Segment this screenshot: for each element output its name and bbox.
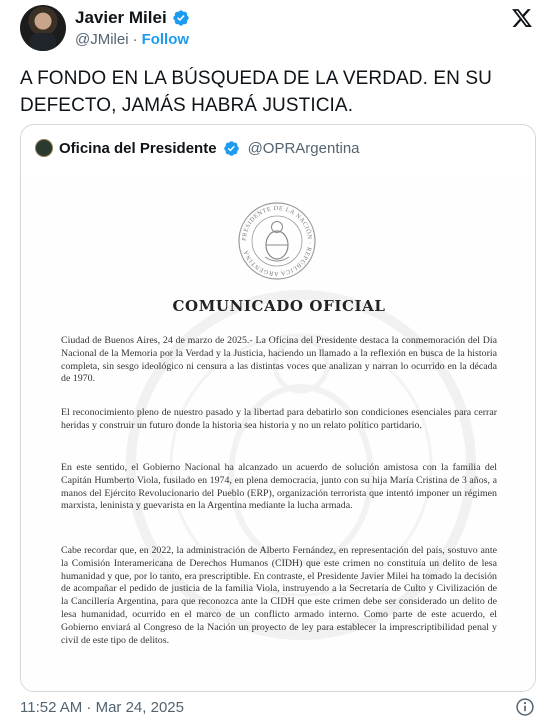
- verified-badge-icon: [223, 140, 240, 157]
- author-handle[interactable]: @JMilei: [75, 31, 129, 48]
- follow-button[interactable]: Follow: [141, 31, 190, 48]
- quoted-tweet-card[interactable]: [20, 124, 536, 692]
- tweet-header: [0, 0, 549, 58]
- document-title: COMUNICADO OFICIAL: [172, 297, 386, 315]
- author-avatar[interactable]: [20, 5, 66, 51]
- verified-badge-icon: [172, 9, 190, 27]
- info-icon[interactable]: [515, 697, 535, 717]
- document-paragraph: El reconocimiento pleno de nuestro pasado y la libertad para debatirlo son condiciones esenciales para cerrar heridas y construir un futuro donde la historia sea historia y no un relato político partidario.: [61, 407, 497, 431]
- tweet-timestamp[interactable]: 11:52 AM · Mar 24, 2025: [20, 699, 184, 716]
- presidential-seal-icon: [237, 201, 317, 281]
- quoted-author-name[interactable]: Oficina del Presidente: [59, 139, 217, 157]
- tweet-text: A FONDO EN LA BÚSQUEDA DE LA VERDAD. EN SU DEFECTO, JAMÁS HABRÁ JUSTICIA.: [20, 68, 492, 116]
- quoted-media-image[interactable]: [21, 175, 536, 692]
- document-paragraph: Cabe recordar que, en 2022, la administración de Alberto Fernández, en representación del país, sostuvo ante la Comisión Interamericana de Derechos Humanos (CIDH) que este crimen no constituía un delito de lesa humanidad y que, por lo tanto, era prescriptible. En contraste, el Presidente Javier Milei ha tomado la decisión de acompañar el pedido de justicia de la familia Viola, instruyendo a la Secretaría de Culto y Civilización de la Cancillería Argentina, para que reconozca ante la CIDH que este crimen debe ser considerado un delito de lesa humanidad, ocurrido en el marco de un conflicto armado interno. Como parte de este acuerdo, el Gobierno enviará al Congreso de la Nación un proyecto de ley para establecer la imprescriptibilidad penal y civil de este tipo de delitos.: [61, 545, 497, 646]
- author-name[interactable]: Javier Milei: [75, 8, 167, 27]
- document-paragraph: Ciudad de Buenos Aires, 24 de marzo de 2025.- La Oficina del Presidente destaca la conmemoración del Día Nacional de la Memoria por la Verdad y la Justicia, haciendo un llamado a la reflexión en busca de la historia completa, sin sesgo ideológico ni censura a las distintas voces que analizan y narran lo ocurrido en la década de 1970.: [61, 335, 497, 385]
- document-paragraph: En este sentido, el Gobierno Nacional ha alcanzado un acuerdo de solución amistosa con la familia del Capitán Humberto Viola, fusilado en 1974, en plena democracia, junto con su hija María Cristina de 3 años, a manos del Ejército Revolucionario del Pueblo (ERP), organización terrorista que intentó imponer un régimen marxista, leninista y guevarista en la Argentina mediante la lucha armada.: [61, 462, 497, 512]
- x-logo-icon[interactable]: [511, 7, 533, 29]
- separator-dot: ·: [132, 31, 138, 48]
- author-handle-row: [75, 31, 189, 48]
- quoted-avatar[interactable]: [35, 139, 53, 157]
- author-name-row: [75, 8, 190, 28]
- seal-text: PRESIDENTE DE LA NACIÓN · REPÚBLICA ARGENTINA: [240, 204, 314, 278]
- quoted-author-handle[interactable]: @OPRArgentina: [247, 139, 360, 157]
- quoted-header: [35, 139, 360, 157]
